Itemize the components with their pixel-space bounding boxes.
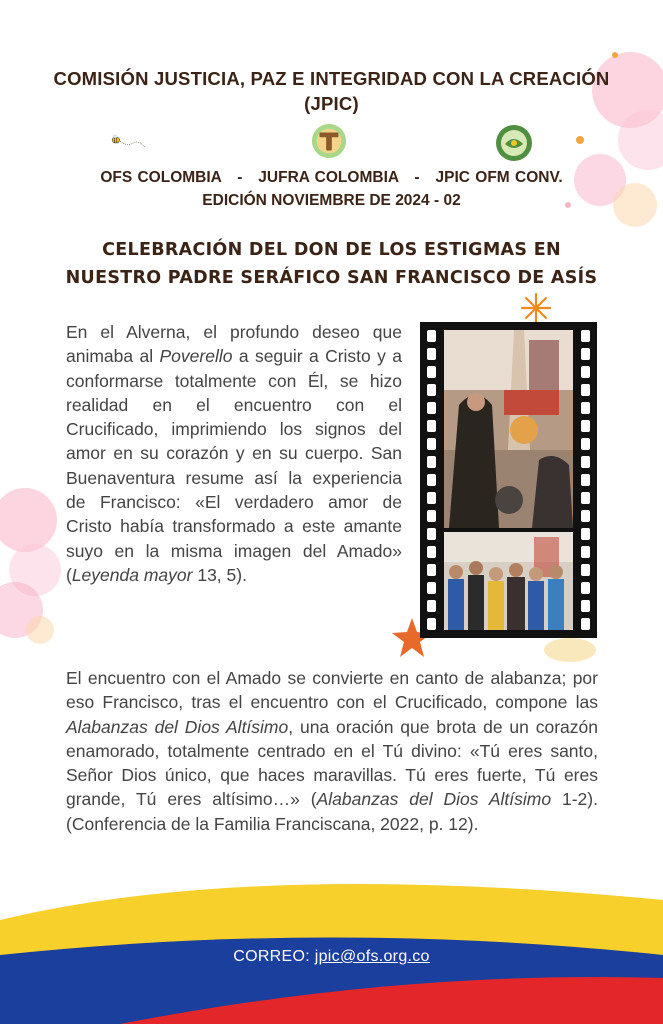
film-sprocket-hole	[581, 492, 590, 504]
film-sprocket-hole	[581, 600, 590, 612]
film-sprocket-hole	[581, 546, 590, 558]
film-sprocket-hole	[427, 600, 436, 612]
film-sprocket-hole	[581, 564, 590, 576]
film-sprocket-hole	[581, 618, 590, 630]
edition-line: EDICIÓN NOVIEMBRE DE 2024 - 02	[202, 192, 461, 209]
film-sprocket-hole	[581, 420, 590, 432]
italic-title: Alabanzas del Dios Altísimo	[66, 716, 289, 737]
film-sprocket-hole	[427, 474, 436, 486]
italic-citation: Alabanzas del Dios Altísimo	[316, 789, 552, 810]
italic-citation: Leyenda mayor	[71, 564, 193, 585]
bee-icon	[110, 124, 148, 162]
film-sprocket-hole	[427, 438, 436, 450]
film-sprocket-hole	[427, 510, 436, 522]
email-link[interactable]: jpic@ofs.org.co	[314, 948, 430, 965]
commission-title: COMISIÓN JUSTICIA, PAZ E INTEGRIDAD CON LA CREACIÓN (JPIC)	[53, 68, 610, 114]
film-sprocket-hole	[581, 366, 590, 378]
watercolor-decoration-left	[0, 480, 70, 660]
colombia-flag-waves	[0, 860, 663, 1024]
film-sprocket-hole	[581, 582, 590, 594]
film-sprocket-hole	[581, 510, 590, 522]
film-sprocket-hole	[427, 402, 436, 414]
film-sprocket-hole	[427, 546, 436, 558]
article-heading: CELEBRACIÓN DEL DON DE LOS ESTIGMAS EN NUESTRO PADRE SERÁFICO SAN FRANCISCO DE ASÍS	[65, 240, 598, 288]
film-sprocket-hole	[427, 492, 436, 504]
film-sprocket-hole	[427, 618, 436, 630]
film-sprocket-hole	[427, 366, 436, 378]
paragraph-1	[66, 320, 402, 587]
film-sprocket-hole	[581, 456, 590, 468]
film-sprocket-hole	[427, 582, 436, 594]
paragraph-2	[66, 666, 598, 836]
film-sprocket-hole	[427, 564, 436, 576]
film-sprocket-hole	[581, 348, 590, 360]
tau-cross-icon	[310, 122, 348, 160]
text-segment: , una oración que brota de un corazón enamorado, totalmente centrado en el Tú divino: «Tú eres santo, Señor Dios único, que haces maravillas. Tú eres fuerte, Tú eres grande, Tú eres altísimo…» (	[66, 716, 598, 810]
organizations-line: OFS COLOMBIA - JUFRA COLOMBIA - JPIC OFM CONV.	[100, 169, 563, 186]
text-segment: En el Alverna, el profundo deseo que animaba al	[66, 322, 402, 367]
photo-group-jufra	[444, 532, 573, 630]
film-sprocket-hole	[581, 384, 590, 396]
film-sprocket-hole	[427, 330, 436, 342]
sparkle-star-icon	[520, 292, 552, 324]
film-strip-photos	[420, 322, 597, 638]
text-segment: 13, 5).	[192, 564, 247, 585]
film-sprocket-hole	[427, 348, 436, 360]
email-label: CORREO:	[233, 948, 315, 965]
film-sprocket-hole	[581, 402, 590, 414]
film-sprocket-hole	[427, 528, 436, 540]
film-sprocket-hole	[427, 384, 436, 396]
text-segment: 1-2). (Conferencia de la Familia Franciscana, 2022, p. 12).	[66, 789, 598, 834]
film-sprocket-hole	[427, 456, 436, 468]
text-segment: a seguir a Cristo y a conformarse totalmente con Él, se hizo realidad en el encuentro con el Crucificado, imprimiendo los signos del amor en su corazón y en su cuerpo. San Buenaventura resume así la experiencia de Francisco: «El verdadero amor de Cristo había transformado a este amante suyo en la misma imagen del Amado» (	[66, 346, 402, 585]
film-sprocket-hole	[581, 438, 590, 450]
film-sprocket-hole	[581, 330, 590, 342]
film-sprocket-hole	[581, 474, 590, 486]
text-segment: El encuentro con el Amado se convierte en canto de alabanza; por eso Francisco, tras el encuentro con el Crucificado, compone las	[66, 668, 598, 713]
photo-friar-celebration	[444, 330, 573, 528]
italic-term: Poverello	[159, 346, 233, 367]
film-sprocket-hole	[581, 528, 590, 540]
jpic-logo-icon	[495, 124, 533, 162]
film-sprocket-hole	[427, 420, 436, 432]
contact-line	[0, 948, 663, 966]
